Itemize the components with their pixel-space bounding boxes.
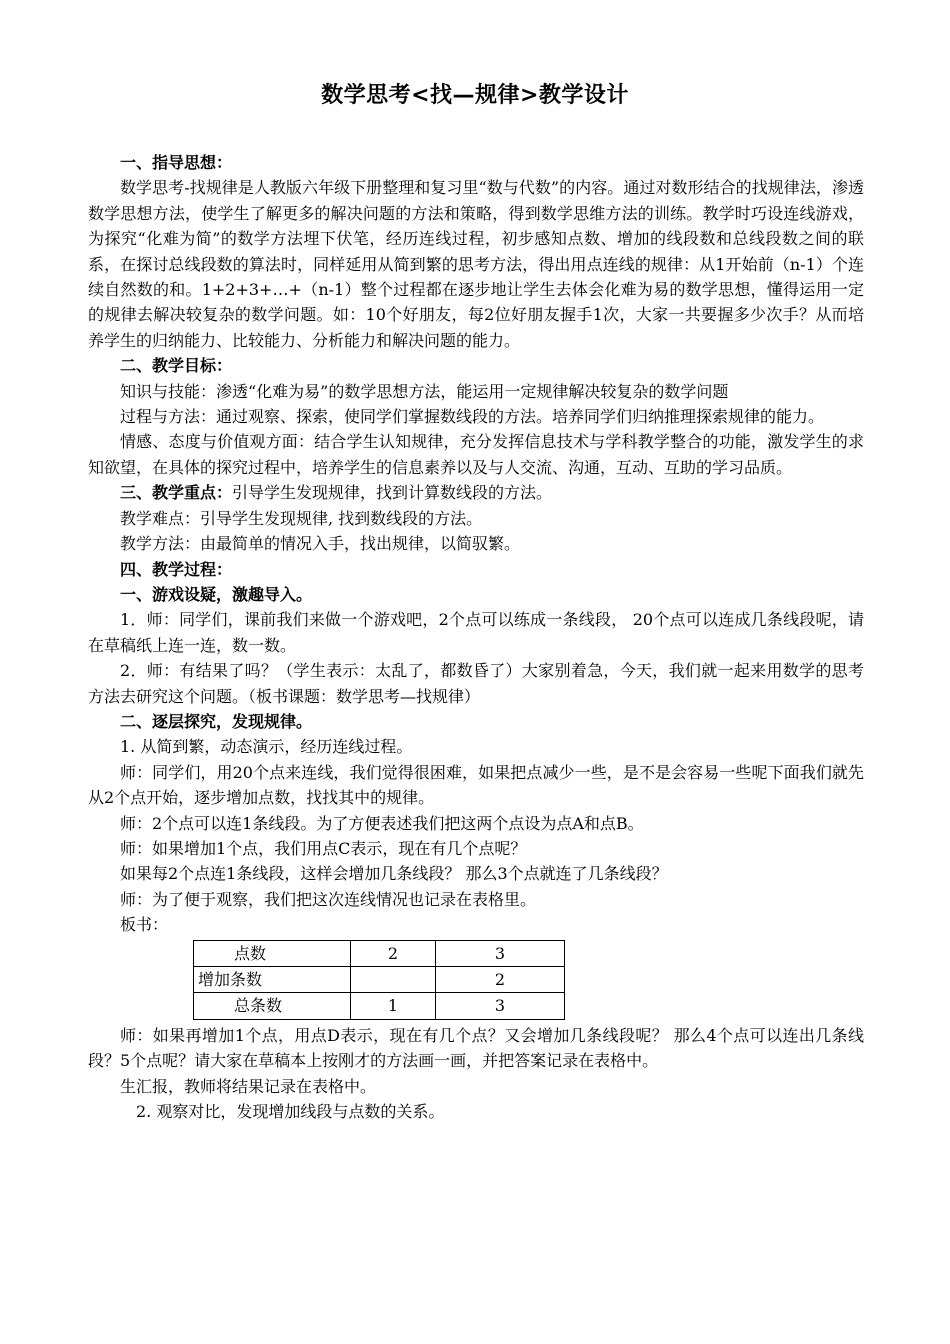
table-cell: 点数	[194, 940, 351, 966]
table-cell: 3	[436, 993, 565, 1019]
table-cell: 1	[351, 993, 436, 1019]
document-title: 数学思考<找—规律>教学设计	[321, 83, 629, 108]
table-row	[194, 940, 565, 966]
heading-guiding-thought: 一、指导思想：	[120, 153, 233, 172]
paragraph-explore-7: 师：如果再增加1个点，用点D表示，现在有几个点？又会增加几条线段呢？ 那么4个点可以连出几条线段？5个点呢？请大家在草稿本上按刚才的方法画一画，并把答案记录在表格中。	[88, 1025, 864, 1071]
teaching-focus-text: 引导学生发现规律，找到计算数线段的方法。	[232, 483, 553, 503]
table-row	[194, 967, 565, 993]
paragraph-explore-3: 师：2个点可以连1条线段。为了方便表述我们把这两个点设为点A和点B。	[120, 813, 644, 833]
table-cell: 3	[436, 940, 565, 966]
board-label: 板书：	[120, 915, 169, 935]
paragraph-emotion-values: 情感、态度与价值观方面：结合学生认知规律，充分发挥信息技术与学科教学整合的功能，激发学生的求知欲望，在具体的探究过程中，培养学生的信息素养以及与人交流、沟通，互动、互助的学习品质。	[88, 432, 864, 477]
paragraph-game-1: 1．师：同学们，课前我们来做一个游戏吧，2个点可以练成一条线段， 20个点可以连成几条线段呢，请在草稿纸上连一连，数一数。	[88, 610, 864, 655]
document-body	[88, 150, 864, 1124]
paragraph-teaching-difficulty: 教学难点：引导学生发现规律, 找到数线段的方法。	[120, 508, 483, 528]
paragraph-explore-8: 生汇报，教师将结果记录在表格中。	[120, 1076, 377, 1096]
table-cell	[351, 967, 436, 993]
paragraph-teaching-focus	[88, 480, 864, 505]
table-cell: 2	[351, 940, 436, 966]
paragraph-game-2: 2．师：有结果了吗？（学生表示：太乱了，都数昏了）大家别着急，今天，我们就一起来用数学的思考方法去研究这个问题。（板书课题：数学思考—找规律）	[88, 661, 864, 706]
table-cell: 增加条数	[194, 967, 351, 993]
table-cell: 总条数	[194, 993, 351, 1019]
table-row	[194, 993, 565, 1019]
paragraph-explore-6: 师：为了便于观察，我们把这次连线情况也记录在表格里。	[120, 889, 537, 909]
paragraph-teaching-method: 教学方法：由最简单的情况入手，找出规律，以简驭繁。	[120, 534, 521, 554]
paragraph-knowledge-skills: 知识与技能：渗透“化难为易”的数学思想方法，能运用一定规律解决较复杂的数学问题	[120, 381, 729, 401]
paragraph-process-method: 过程与方法：通过观察、探索，使同学们掌握数线段的方法。培养同学们归纳推理探索规律的能力。	[120, 407, 825, 427]
paragraph-guiding-thought: 数学思考-找规律是人教版六年级下册整理和复习里“数与代数”的内容。通过对数形结合的找规律法，渗透数学思想方法，使学生了解更多的解决问题的方法和策略，得到数学思维方法的训练。教学时巧设连线游戏，为探究“化难为简”的数学方法埋下伏笔，经历连线过程，初步感知点数、增加的线段数和总线段数之间的联系，在探讨总线段数的算法时，同样延用从简到繁的思考方法，得出用点连线的规律：从1开始前（n-1）个连续自然数的和。1+2+3+…+（n-1）整个过程都在逐步地让学生去体会化难为易的数学思想，懂得运用一定的规律去解决较复杂的数学问题。如：10个好朋友，每2位好朋友握手1次，大家一共要握多少次手？从而培养学生的归纳能力、比较能力、分析能力和解决问题的能力。	[88, 178, 864, 350]
heading-teaching-goals: 二、教学目标：	[120, 356, 233, 376]
paragraph-explore-5: 如果每2个点连1条线段，这样会增加几条线段？ 那么3个点就连了几条线段？	[120, 864, 668, 884]
paragraph-explore-9: 2. 观察对比，发现增加线段与点数的关系。	[136, 1102, 445, 1122]
table-cell: 2	[436, 967, 565, 993]
board-table	[193, 940, 565, 1020]
paragraph-explore-1: 1. 从简到繁，动态演示，经历连线过程。	[120, 737, 413, 757]
heading-teaching-focus: 三、教学重点：	[120, 483, 233, 503]
heading-game-intro: 一、游戏设疑，激趣导入。	[120, 584, 313, 604]
paragraph-explore-2: 师：同学们，用20个点来连线，我们觉得很困难，如果把点减少一些，是不是会容易一些呢下面我们就先从2个点开始，逐步增加点数，找找其中的规律。	[88, 762, 864, 808]
heading-explore-rules: 二、逐层探究，发现规律。	[120, 711, 313, 731]
paragraph-explore-4: 师：如果增加1个点，我们用点C表示，现在有几个点呢？	[120, 838, 527, 858]
heading-teaching-process: 四、教学过程：	[120, 559, 233, 579]
